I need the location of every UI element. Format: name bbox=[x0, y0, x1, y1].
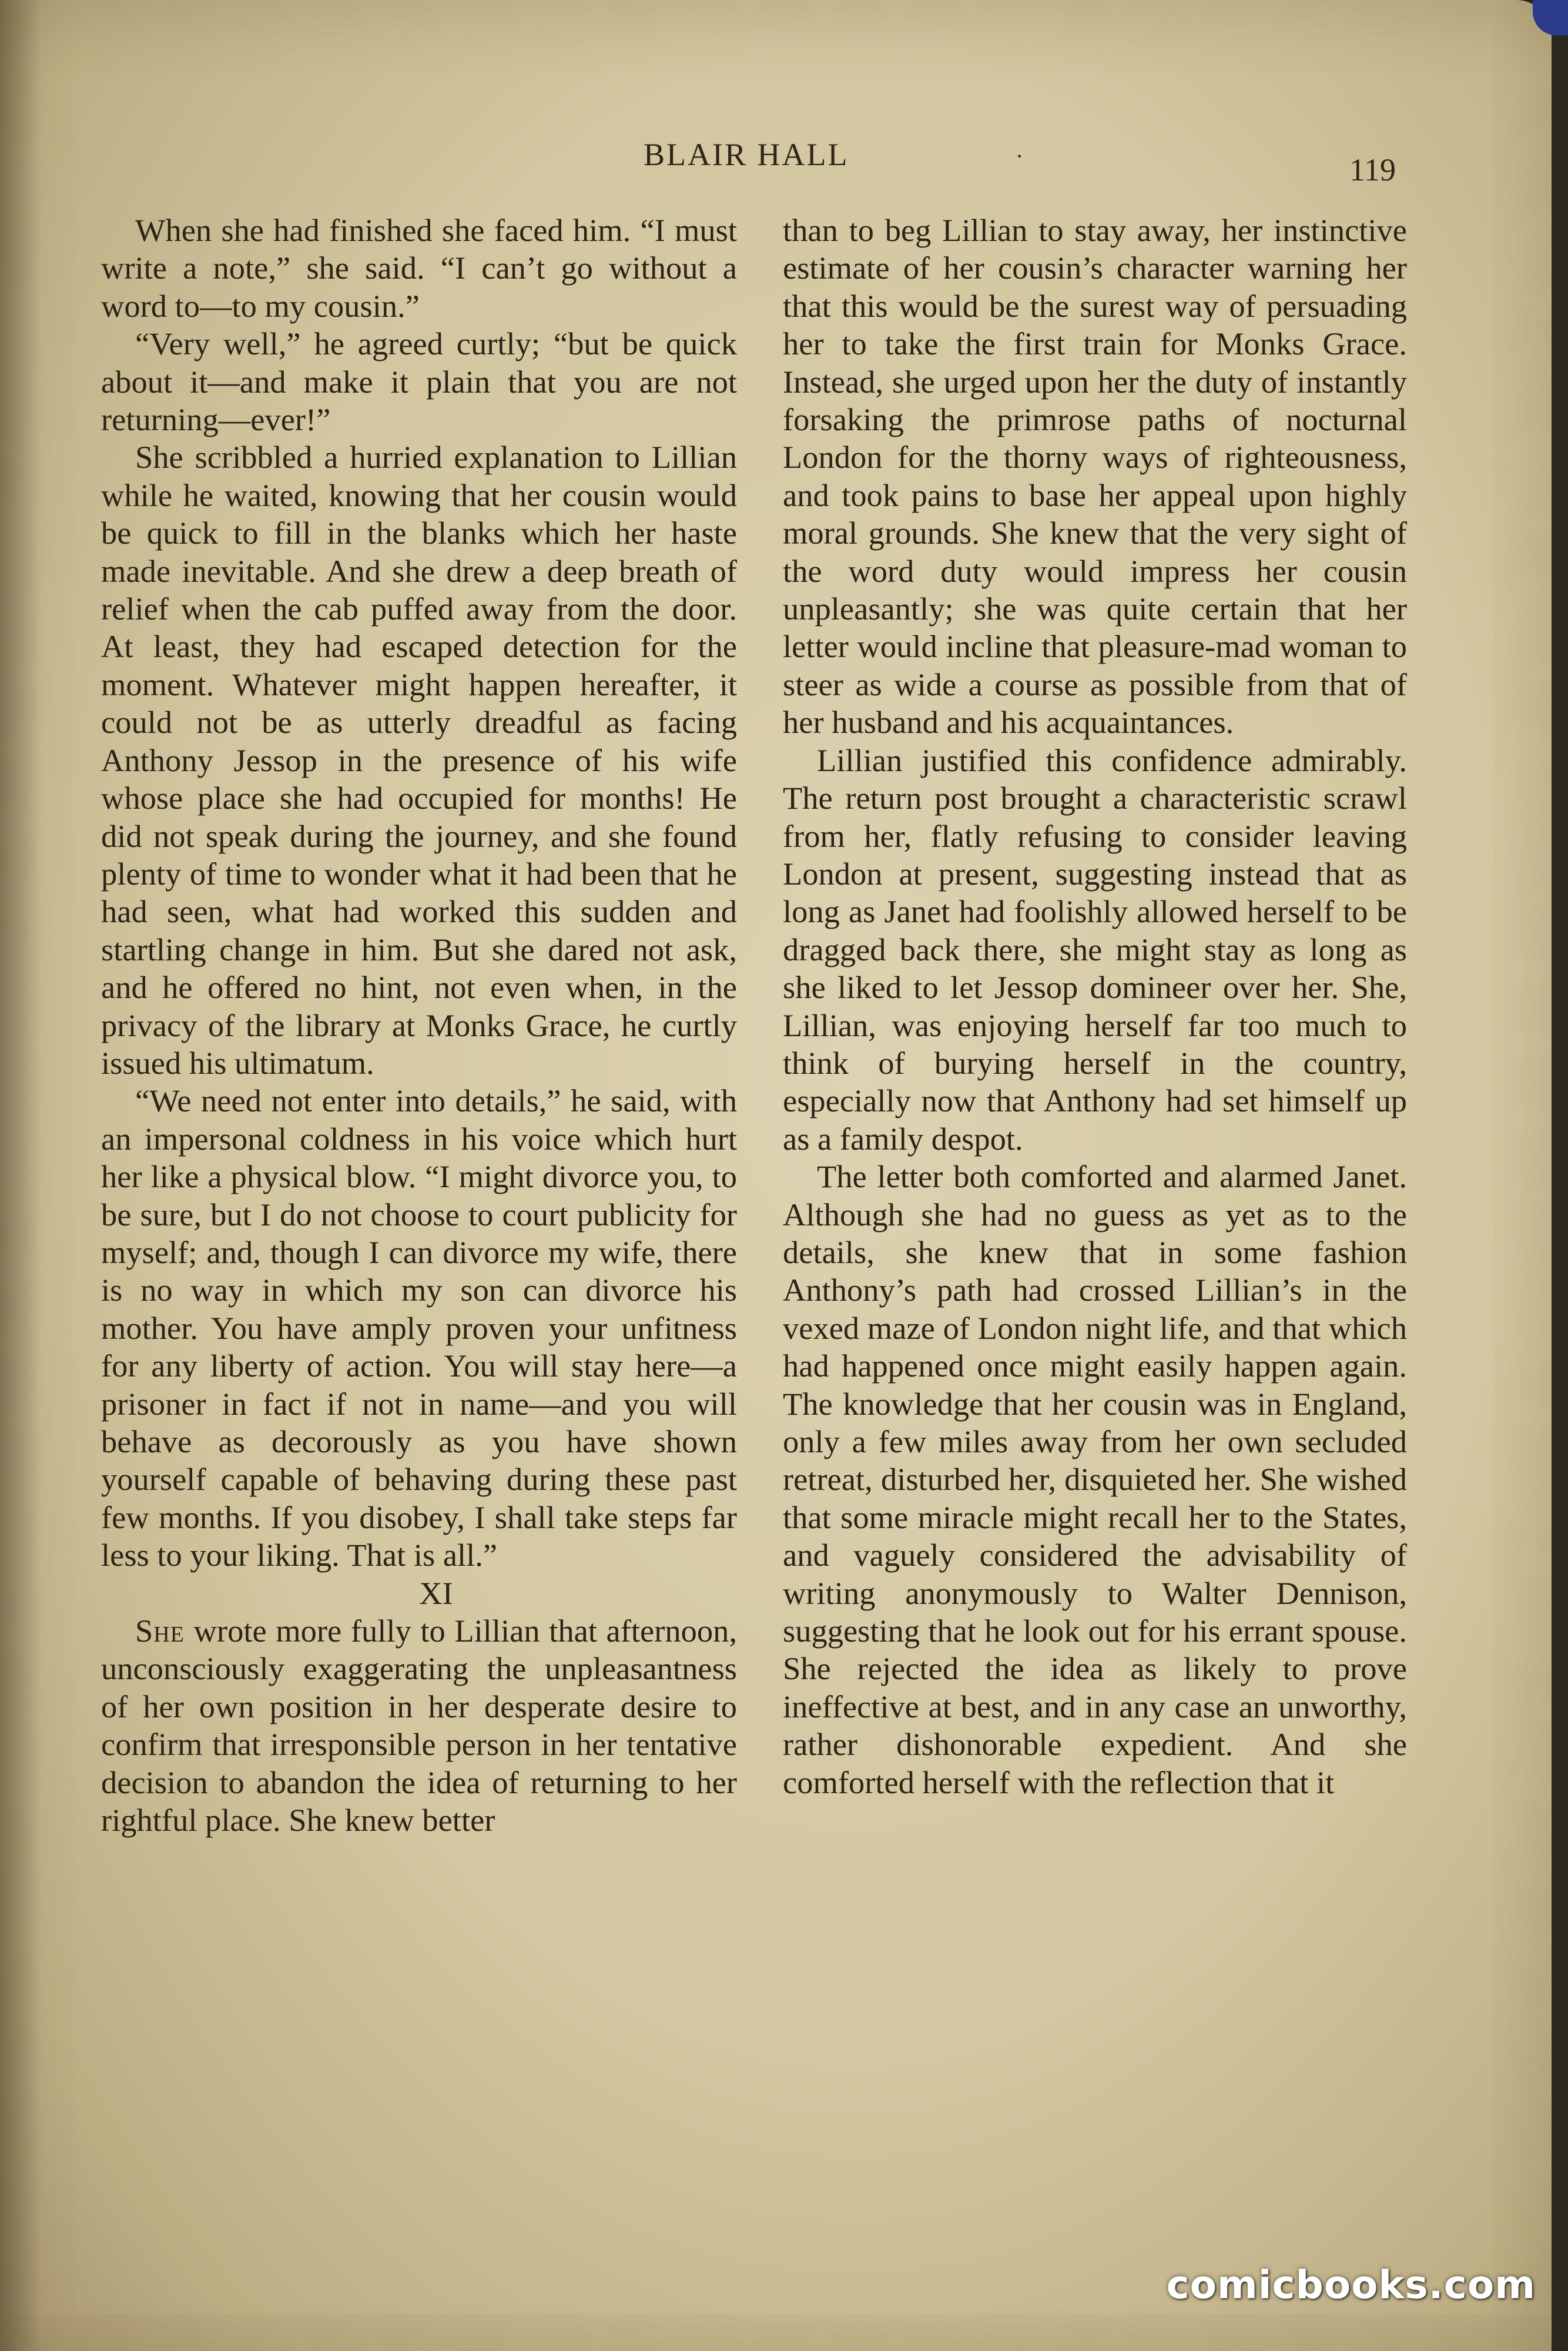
paragraph: “We need not enter into details,” he said, with an impersonal coldness in his voice which hurt her like a physical blow. “I might divorce you, to be sure, but I do not choose to court publicity for myself; and, though I can divorce my wife, there is no way in which my son can divorce his mother. You have amply proven your unfitness for any liberty of action. You will stay here—a prisoner in fact if not in name—and you will behave as decorously as you have shown yourself capable of behaving during these past few months. If you disobey, I shall take steps far less to your liking. That is all.” bbox=[101, 1083, 737, 1573]
paragraph: The letter both comforted and alarmed Janet. Although she had no guess as yet as to the details, she knew that in some fashion Anthony’s path had crossed Lillian’s in the vexed maze of London night life, and that which had happened once might easily happen again. The knowledge that her cousin was in England, only a few miles away from her own secluded retreat, disturbed her, disquieted her. She wished that some miracle might recall her to the States, and vaguely considered the advisability of writing anonymously to Walter Dennison, suggesting that he look out for his errant spouse. She rejected the idea as likely to prove ineffective at best, and in any case an unworthy, rather dishonorable expedient. And she comforted herself with the reflection that it bbox=[783, 1158, 1407, 1800]
paragraph: She scribbled a hurried explanation to Lillian while he waited, knowing that her cousin would be quick to fill in the blanks which her haste made inevitable. And she drew a deep breath of relief when the cab puffed away from the door. At least, they had escaped detection for the moment. Whatever might happen hereafter, it could not be as utterly dreadful as facing Anthony Jessop in the presence of his wife whose place she had occupied for months! He did not speak during the journey, and she found plenty of time to wonder what it had been that he had seen, what had worked this sudden and startling change in him. But she dared not ask, and he offered no hint, not even when, in the privacy of the library at Monks Grace, he curtly issued his ultimatum. bbox=[101, 439, 737, 1081]
spine-shadow bbox=[0, 0, 41, 2351]
chapter-opening-text: wrote more fully to Lillian that afternoon, unconsciously exaggerating the unpleasantness of her own position in her desperate desire to confirm that irresponsible person in her tentative decision to abandon the idea of returning to her rightful place. She knew better bbox=[101, 1613, 737, 1838]
paragraph: When she had finished she faced him. “I must write a note,” she said. “I can’t go without a word to—to my cousin.” bbox=[101, 212, 737, 324]
page-edge-shadow bbox=[1552, 0, 1568, 2351]
paragraph: Lillian justified this confidence admirably. The return post brought a characteristic scrawl from her, flatly refusing to consider leaving London at present, suggesting instead that as long as Janet had foolishly allowed herself to be dragged back there, she might stay as long as she liked to let Jessop domineer over her. She, Lillian, was enjoying herself far too much to think of burying herself in the country, especially now that Anthony had set himself up as a family despot. bbox=[783, 742, 1407, 1157]
ink-speck: · bbox=[1016, 143, 1024, 169]
left-column bbox=[101, 212, 737, 1839]
chapter-lead-word: She bbox=[135, 1613, 185, 1649]
chapter-heading: XI bbox=[419, 1575, 453, 1611]
page-number: 119 bbox=[1349, 152, 1396, 187]
right-column bbox=[783, 212, 1407, 1801]
continued-paragraph: than to beg Lillian to stay away, her instinctive estimate of her cousin’s character warning her that this would be the surest way of persuading her to take the first train for Monks Grace. Instead, she urged upon her the duty of instantly forsaking the primrose paths of nocturnal London for the thorny ways of righteousness, and took pains to base her appeal upon highly moral grounds. She knew that the very sight of the word duty would impress her cousin unpleasantly; she was quite certain that her letter would incline that pleasure-mad woman to steer as wide a course as possible from that of her husband and his acquaintances. bbox=[783, 212, 1407, 741]
running-title: BLAIR HALL bbox=[644, 137, 849, 172]
chapter-opening-paragraph bbox=[101, 1612, 737, 1839]
paragraph: “Very well,” he agreed curtly; “but be quick about it—and make it plain that you are not returning—ever!” bbox=[101, 326, 737, 438]
watermark: comicbooks.com bbox=[1166, 2262, 1536, 2308]
page-header bbox=[0, 136, 1528, 187]
